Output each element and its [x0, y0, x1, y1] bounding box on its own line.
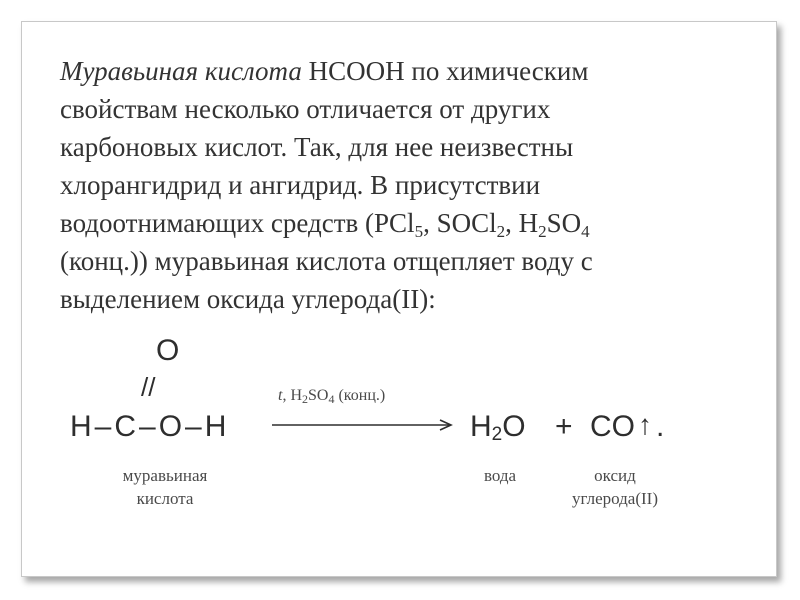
- formula-part: H: [470, 410, 492, 443]
- subscript: 2: [538, 222, 547, 241]
- subscript: 4: [328, 392, 335, 406]
- paragraph-line-6: (конц.)) муравьиная кислота отщепляет воду с: [60, 246, 593, 276]
- reactant-label-line-1: муравьиная: [122, 466, 208, 485]
- co-label-line-1: оксид: [594, 466, 636, 485]
- reactant-label-line-2: кислота: [136, 489, 194, 508]
- reaction-arrow: [272, 420, 451, 430]
- gas-arrow-icon: ↑: [638, 409, 652, 440]
- paragraph-line-2: свойствам несколько отличается от других: [60, 94, 551, 124]
- formula-part: O: [502, 410, 526, 443]
- co-label-line-2: углерода(II): [572, 489, 658, 508]
- water-label: вода: [483, 466, 517, 485]
- text-segment: SO: [546, 208, 582, 238]
- subscript: 2: [496, 222, 506, 241]
- period: .: [656, 410, 665, 443]
- carbon-monoxide-formula: CO: [590, 410, 635, 443]
- paragraph-line-3: карбоновых кислот. Так, для нее неизвестны: [60, 132, 574, 162]
- subscript: 4: [581, 222, 590, 241]
- formic-acid-formula: H–C–O–H: [70, 410, 230, 443]
- plus-sign: +: [555, 410, 573, 443]
- subscript: 2: [302, 392, 309, 406]
- temperature-symbol: t: [278, 387, 283, 404]
- italic-term: Муравьиная кислота: [60, 56, 302, 86]
- subscript: 5: [414, 222, 424, 241]
- text-segment: , H: [505, 208, 539, 238]
- condition-text: (конц.): [334, 387, 386, 404]
- double-bond: //: [141, 372, 156, 402]
- carbonyl-oxygen: O: [156, 334, 180, 367]
- paragraph-line-4: хлорангидрид и ангидрид. В присутствии: [60, 170, 541, 200]
- condition-text: SO: [308, 387, 329, 404]
- subscript: 2: [491, 424, 503, 445]
- paragraph-line-1-text: HCOOH по химическим: [301, 56, 589, 86]
- paragraph-line-7: выделением оксида углерода(II):: [60, 284, 436, 314]
- text-segment: , SOCl: [423, 208, 497, 238]
- text-segment: водоотнимающих средств (PCl: [60, 208, 415, 238]
- condition-text: , H: [282, 387, 303, 404]
